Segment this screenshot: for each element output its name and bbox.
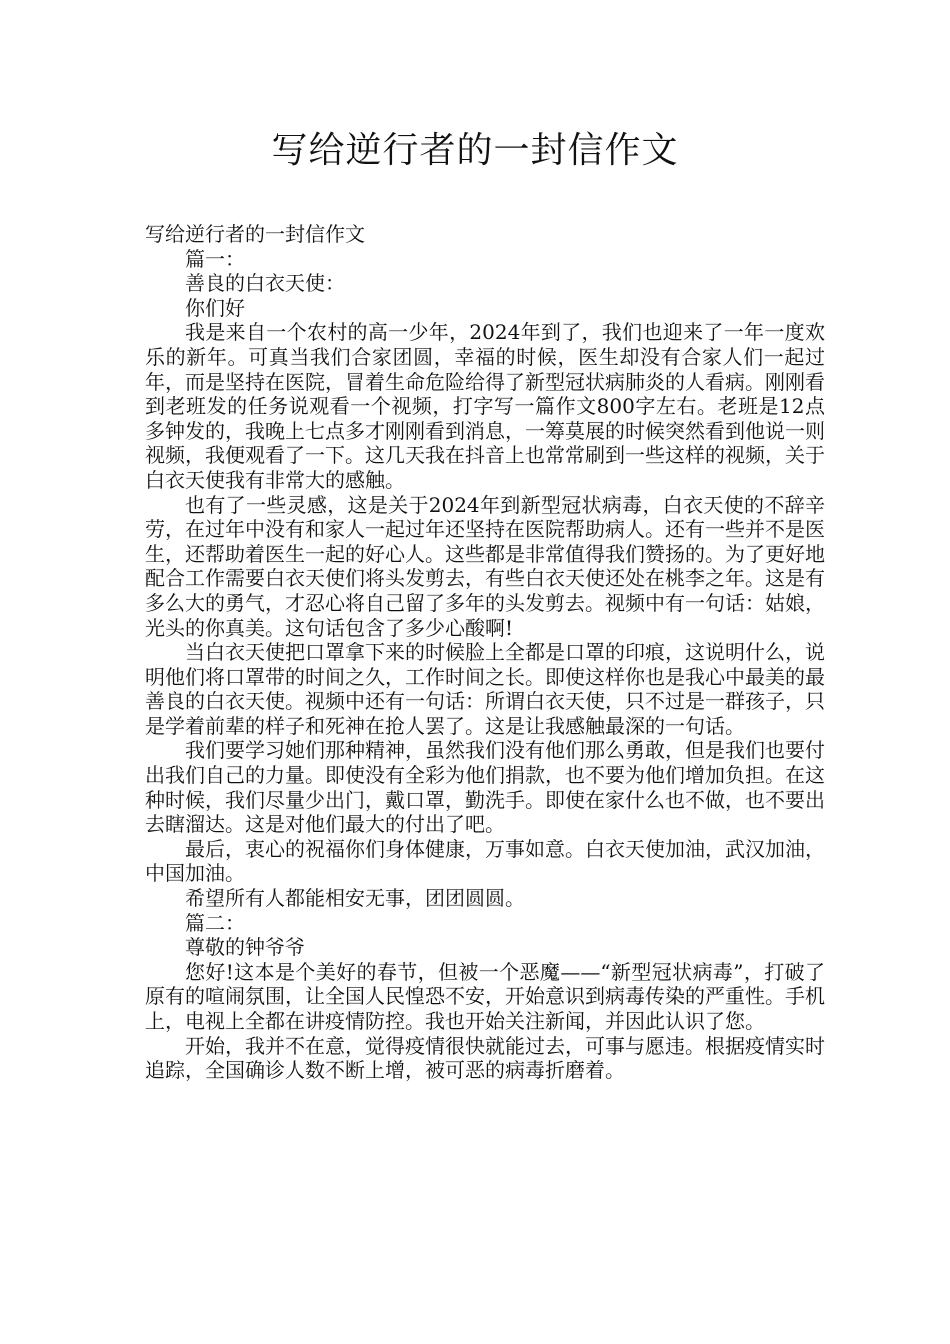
subtitle-line: 写给逆行者的一封信作文: [145, 222, 365, 246]
paragraph: 开始，我并不在意，觉得疫情很快就能过去，可事与愿违。根据疫情实时追踪，全国确诊人数不断上增，被可恶的病毒折磨着。: [145, 1033, 825, 1083]
paragraph: 也有了一些灵感，这是关于2024年到新型冠状病毒，白衣天使的不辞辛劳，在过年中没有和家人一起过年还坚持在医院帮助病人。还有一些并不是医生，还帮助着医生一起的好心人。这些都是非常值得我们赞扬的。为了更好地配合工作需要白衣天使们将头发剪去，有些白衣天使还处在桃李之年。这是有多么大的勇气，才忍心将自己留了多年的头发剪去。视频中有一句话：姑娘，光头的你真美。这句话包含了多少心酸啊!: [145, 492, 825, 640]
paragraph: 最后，衷心的祝福你们身体健康，万事如意。白衣天使加油，武汉加油，中国加油。: [145, 836, 825, 886]
paragraph: 希望所有人都能相安无事，团团圆圆。: [185, 886, 525, 911]
paragraph: 您好!这本是个美好的春节，但被一个恶魔——“新型冠状病毒”，打破了原有的喧闹氛围，让全国人民惶恐不安，开始意识到病毒传染的严重性。手机上，电视上全都在讲疫情防控。我也开始关注新闻，并因此认识了您。: [145, 959, 825, 1033]
salutation-1: 善良的白衣天使：: [185, 271, 345, 296]
document-body: [145, 222, 825, 1083]
paragraph: 我是来自一个农村的高一少年，2024年到了，我们也迎来了一年一度欢乐的新年。可真当我们合家团圆，幸福的时候，医生却没有合家人们一起过年，而是坚持在医院，冒着生命危险给得了新型冠状病肺炎的人看病。刚刚看到老班发的任务说观看一个视频，打字写一篇作文800字左右。老班是12点多钟发的，我晚上七点多才刚刚看到消息，一筹莫展的时候突然看到他说一则视频，我便观看了一下。这几天我在抖音上也常常刷到一些这样的视频，关于白衣天使我有非常大的感触。: [145, 320, 825, 492]
paragraph: 我们要学习她们那种精神，虽然我们没有他们那么勇敢，但是我们也要付出我们自己的力量。即使没有全彩为他们捐款，也不要为他们增加负担。在这种时候，我们尽量少出门，戴口罩，勤洗手。即使在家什么也不做，也不要出去瞎溜达。这是对他们最大的付出了吧。: [145, 738, 825, 837]
paragraph: 当白衣天使把口罩拿下来的时候脸上全都是口罩的印痕，这说明什么，说明他们将口罩带的时间之久，工作时间之长。即使这样你也是我心中最美的最善良的白衣天使。视频中还有一句话：所谓白衣天使，只不过是一群孩子，只是学着前辈的样子和死神在抢人罢了。这是让我感触最深的一句话。: [145, 640, 825, 738]
section-heading-1: 篇一：: [185, 246, 245, 271]
salutation-2: 尊敬的钟爷爷: [185, 935, 305, 960]
document-title: 写给逆行者的一封信作文: [271, 130, 679, 171]
greeting-1: 你们好: [185, 295, 245, 320]
section-heading-2: 篇二：: [185, 910, 245, 935]
